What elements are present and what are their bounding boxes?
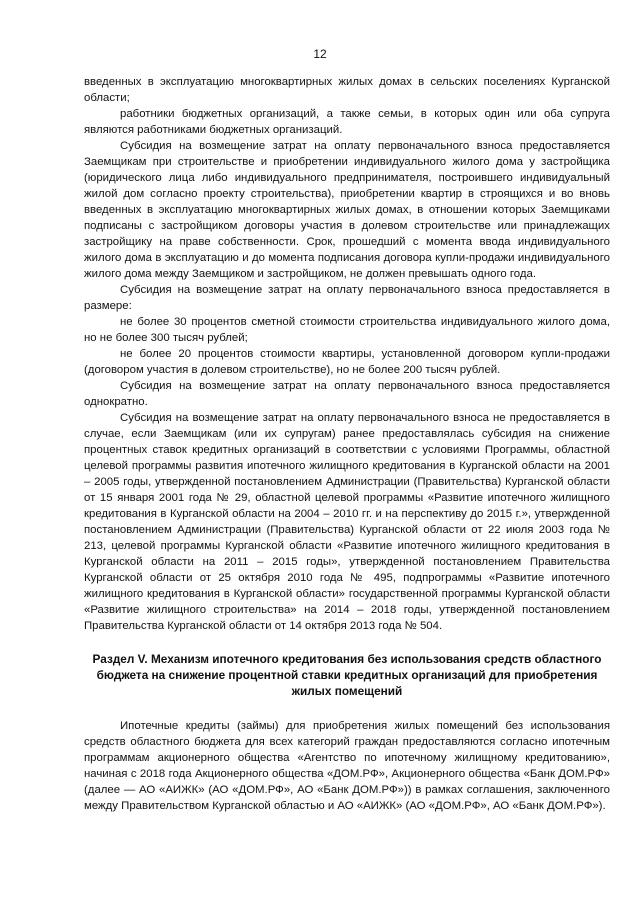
paragraph-mortgage-programs: Ипотечные кредиты (займы) для приобретения жилых помещений без использования средств областного бюджета для всех категорий граждан предоставляются согласно ипотечным программам акционерного общества «Агентство по ипотечному жилищному кредитованию», начиная с 2018 года Акционерного общества «ДОМ.РФ», Акционерного общества «Банк ДОМ.РФ» (далее — АО «АИЖК» (АО «ДОМ.РФ», АО «Банк ДОМ.РФ»)) в рамках соглашения, заключенного между Правительством Курганской областью и АО «АИЖК» (АО «ДОМ.РФ», АО «Банк ДОМ.РФ»). (84, 720, 610, 812)
document-body (84, 74, 610, 814)
paragraph-budget-workers: работники бюджетных организаций, а также семьи, в которых один или оба супруга являются работниками бюджетных организаций. (84, 108, 610, 136)
paragraph-subsidy-amount: Субсидия на возмещение затрат на оплату первоначального взноса предоставляется в размере: (84, 284, 610, 312)
paragraph-amount-house: не более 30 процентов сметной стоимости строительства индивидуального жилого дома, но не более 300 тысяч рублей; (84, 316, 610, 344)
section-heading: Раздел V. Механизм ипотечного кредитования без использования средств областного бюджета на снижение процентной ставки кредитных организаций для приобретения жилых помещений (92, 652, 602, 698)
paragraph-exclusions: Субсидия на возмещение затрат на оплату первоначального взноса не предоставляется в случае, если Заемщикам (или их супругам) ранее предоставлялась субсидия на снижение процентных ставок кредитных организаций в соответствии с условиями Программы, областной целевой программы развития ипотечного жилищного кредитования в Курганской области на 2001 – 2005 годы, утвержденной постановлением Администрации (Правительства) Курганской области от 15 января 2001 года № 29, областной целевой программы «Развитие ипотечного жилищного кредитования в Курганской области на 2004 – 2010 гг. и на перспективу до 2015 г.», утвержденной постановлением Администрации (Правительства) Курганской области от 22 июля 2003 года № 213, целевой программы Курганской области «Развитие ипотечного жилищного кредитования в Курганской области на 2011 – 2015 годы», утвержденной постановлением Правительства Курганской области от 25 октября 2010 года № 495, подпрограммы «Развитие ипотечного жилищного кредитования в Курганской области» государственной программы Курганской области «Развитие жилищного строительства» на 2014 – 2018 годы, утвержденной постановлением Правительства Курганской области от 14 октября 2013 года № 504. (84, 412, 610, 632)
page-number: 12 (313, 47, 327, 61)
paragraph-amount-apartment: не более 20 процентов стоимости квартиры, установленной договором купли-продажи (договором участия в долевом строительстве), но не более 200 тысяч рублей. (84, 348, 610, 376)
paragraph-continuation: введенных в эксплуатацию многоквартирных жилых домах в сельских поселениях Курганской области; (84, 76, 610, 104)
paragraph-subsidy-conditions: Субсидия на возмещение затрат на оплату первоначального взноса предоставляется Заемщикам при строительстве и приобретении индивидуального жилого дома у застройщика (юридического лица либо индивидуального предпринимателя, построившего индивидуальный жилой дом согласно проекту строительства), приобретении квартир в строящихся и во вновь введенных в эксплуатацию многоквартирных жилых домах, в отношении которых Заемщиками подписаны с застройщиком договоры участия в долевом строительстве или принадлежащих застройщику на праве собственности. Срок, прошедший с момента ввода индивидуального жилого дома в эксплуатацию и до момента подписания договора купли-продажи индивидуального жилого дома между Заемщиком и застройщиком, не должен превышать одного года. (84, 140, 610, 280)
paragraph-one-time: Субсидия на возмещение затрат на оплату первоначального взноса предоставляется однократно. (84, 380, 610, 408)
